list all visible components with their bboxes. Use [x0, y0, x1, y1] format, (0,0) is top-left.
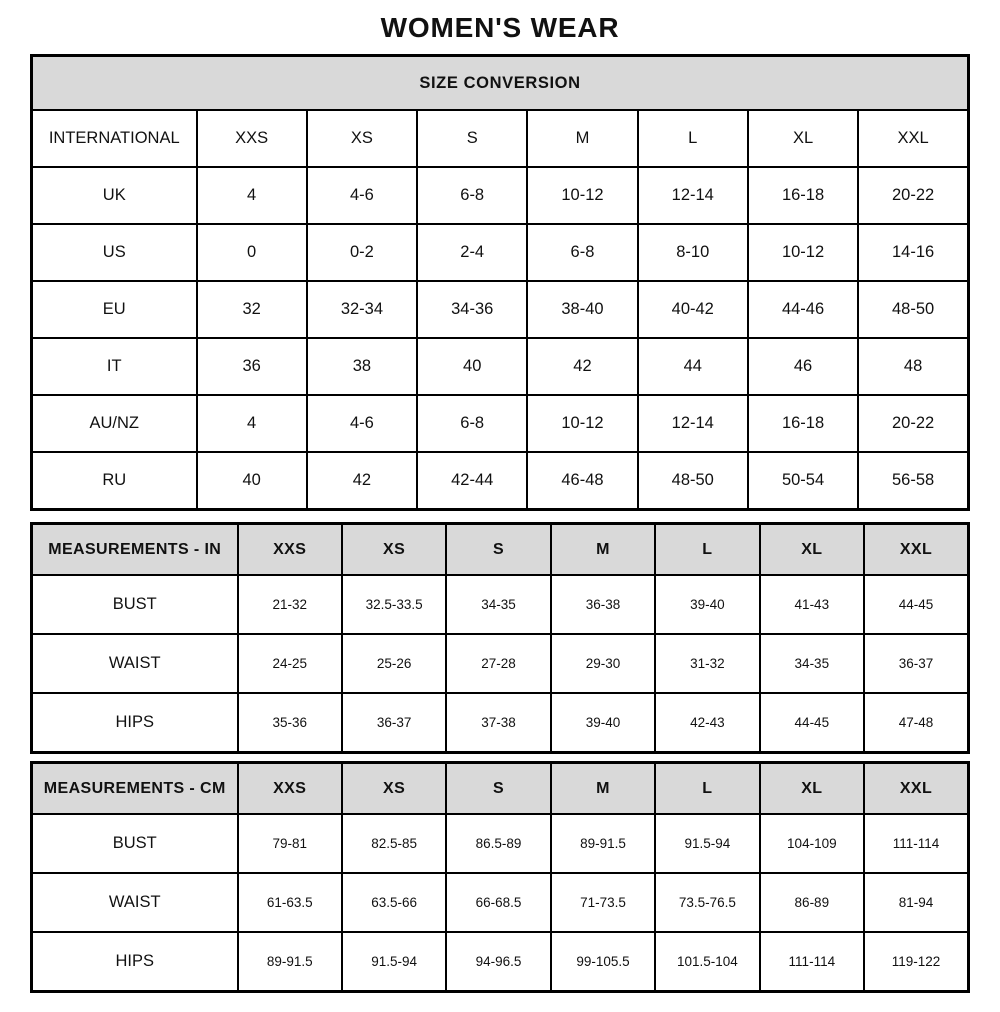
table-row-bust-in [32, 575, 969, 634]
table-row-aunz [32, 395, 969, 452]
size-cell: 12-14 [638, 167, 748, 224]
row-label-bust: BUST [32, 814, 238, 873]
measure-cell: 111-114 [864, 814, 968, 873]
size-cell: 10-12 [527, 167, 637, 224]
col-header-m: M [551, 524, 655, 576]
size-cell: 32 [197, 281, 307, 338]
size-cell: 46-48 [527, 452, 637, 510]
size-cell: 42-44 [417, 452, 527, 510]
size-cell: 46 [748, 338, 858, 395]
measure-cell: 39-40 [551, 693, 655, 753]
size-cell: 38 [307, 338, 417, 395]
measure-cell: 25-26 [342, 634, 446, 693]
measurements-in-table [30, 522, 970, 754]
size-cell: 4-6 [307, 167, 417, 224]
row-label-eu: EU [32, 281, 197, 338]
col-header-s: S [446, 763, 550, 815]
col-header-xl: XL [760, 524, 864, 576]
measure-cell: 37-38 [446, 693, 550, 753]
size-cell: 4 [197, 395, 307, 452]
col-header-xl: XL [760, 763, 864, 815]
row-label-waist: WAIST [32, 634, 238, 693]
row-label-it: IT [32, 338, 197, 395]
measure-cell: 42-43 [655, 693, 759, 753]
row-label-hips: HIPS [32, 932, 238, 992]
measure-cell: 89-91.5 [238, 932, 342, 992]
measure-cell: 94-96.5 [446, 932, 550, 992]
measurements-in-header-row [32, 524, 969, 576]
table-row-hips-in [32, 693, 969, 753]
col-header-xs: XS [307, 110, 417, 167]
measure-cell: 99-105.5 [551, 932, 655, 992]
size-cell: 48 [858, 338, 968, 395]
measure-cell: 119-122 [864, 932, 968, 992]
col-header-l: L [655, 524, 759, 576]
col-header-s: S [446, 524, 550, 576]
size-cell: 0 [197, 224, 307, 281]
size-cell: 44-46 [748, 281, 858, 338]
size-cell: 10-12 [748, 224, 858, 281]
measure-cell: 61-63.5 [238, 873, 342, 932]
size-cell: 56-58 [858, 452, 968, 510]
size-cell: 40 [197, 452, 307, 510]
table-label-measurements-cm: MEASUREMENTS - CM [32, 763, 238, 815]
col-header-xl: XL [748, 110, 858, 167]
measure-cell: 104-109 [760, 814, 864, 873]
row-label-hips: HIPS [32, 693, 238, 753]
measure-cell: 66-68.5 [446, 873, 550, 932]
measure-cell: 86.5-89 [446, 814, 550, 873]
col-header-m: M [527, 110, 637, 167]
col-header-xxl: XXL [864, 763, 968, 815]
size-cell: 40 [417, 338, 527, 395]
col-header-l: L [655, 763, 759, 815]
measure-cell: 71-73.5 [551, 873, 655, 932]
measurements-cm-header-row [32, 763, 969, 815]
measure-cell: 91.5-94 [342, 932, 446, 992]
size-cell: 20-22 [858, 167, 968, 224]
size-cell: 36 [197, 338, 307, 395]
size-cell: 8-10 [638, 224, 748, 281]
row-label-waist: WAIST [32, 873, 238, 932]
size-cell: 48-50 [858, 281, 968, 338]
measure-cell: 79-81 [238, 814, 342, 873]
size-cell: 40-42 [638, 281, 748, 338]
table-label-measurements-in: MEASUREMENTS - IN [32, 524, 238, 576]
measure-cell: 27-28 [446, 634, 550, 693]
measure-cell: 82.5-85 [342, 814, 446, 873]
table-row-us [32, 224, 969, 281]
size-cell: 4 [197, 167, 307, 224]
table-row-eu [32, 281, 969, 338]
measurements-cm-table [30, 761, 970, 993]
size-cell: 2-4 [417, 224, 527, 281]
measure-cell: 34-35 [760, 634, 864, 693]
measure-cell: 34-35 [446, 575, 550, 634]
measure-cell: 44-45 [760, 693, 864, 753]
measure-cell: 29-30 [551, 634, 655, 693]
size-cell: 42 [527, 338, 637, 395]
table-row-it [32, 338, 969, 395]
col-header-xxs: XXS [238, 763, 342, 815]
table-row-uk [32, 167, 969, 224]
measure-cell: 73.5-76.5 [655, 873, 759, 932]
size-conversion-table [30, 54, 970, 511]
col-header-xs: XS [342, 524, 446, 576]
size-cell: 14-16 [858, 224, 968, 281]
size-cell: 48-50 [638, 452, 748, 510]
size-cell: 16-18 [748, 395, 858, 452]
size-chart-page [30, 12, 970, 993]
table-row-waist-cm [32, 873, 969, 932]
measure-cell: 41-43 [760, 575, 864, 634]
size-cell: 6-8 [527, 224, 637, 281]
measure-cell: 36-38 [551, 575, 655, 634]
size-cell: 34-36 [417, 281, 527, 338]
size-conversion-band-row [32, 56, 969, 111]
measure-cell: 91.5-94 [655, 814, 759, 873]
measure-cell: 86-89 [760, 873, 864, 932]
col-header-xxl: XXL [858, 110, 968, 167]
size-cell: 50-54 [748, 452, 858, 510]
col-header-l: L [638, 110, 748, 167]
measure-cell: 36-37 [864, 634, 968, 693]
table-row-ru [32, 452, 969, 510]
size-cell: 44 [638, 338, 748, 395]
measure-cell: 24-25 [238, 634, 342, 693]
measure-cell: 21-32 [238, 575, 342, 634]
measure-cell: 101.5-104 [655, 932, 759, 992]
row-label-ru: RU [32, 452, 197, 510]
row-label-aunz: AU/NZ [32, 395, 197, 452]
measure-cell: 63.5-66 [342, 873, 446, 932]
table-row-waist-in [32, 634, 969, 693]
size-cell: 20-22 [858, 395, 968, 452]
measure-cell: 35-36 [238, 693, 342, 753]
measure-cell: 47-48 [864, 693, 968, 753]
measure-cell: 44-45 [864, 575, 968, 634]
size-conversion-title: SIZE CONVERSION [32, 56, 969, 111]
table-row-bust-cm [32, 814, 969, 873]
size-cell: 38-40 [527, 281, 637, 338]
measure-cell: 39-40 [655, 575, 759, 634]
col-header-xxs: XXS [197, 110, 307, 167]
col-header-xxs: XXS [238, 524, 342, 576]
col-header-xs: XS [342, 763, 446, 815]
measure-cell: 81-94 [864, 873, 968, 932]
size-cell: 42 [307, 452, 417, 510]
size-cell: 10-12 [527, 395, 637, 452]
col-header-s: S [417, 110, 527, 167]
measure-cell: 32.5-33.5 [342, 575, 446, 634]
size-cell: 6-8 [417, 395, 527, 452]
page-title: WOMEN'S WEAR [380, 12, 620, 43]
size-cell: 12-14 [638, 395, 748, 452]
size-cell: 32-34 [307, 281, 417, 338]
row-label-bust: BUST [32, 575, 238, 634]
col-header-international: INTERNATIONAL [32, 110, 197, 167]
row-label-us: US [32, 224, 197, 281]
size-cell: 4-6 [307, 395, 417, 452]
measure-cell: 31-32 [655, 634, 759, 693]
row-label-uk: UK [32, 167, 197, 224]
measure-cell: 89-91.5 [551, 814, 655, 873]
col-header-m: M [551, 763, 655, 815]
size-conversion-columns-row [32, 110, 969, 167]
size-cell: 6-8 [417, 167, 527, 224]
table-row-hips-cm [32, 932, 969, 992]
col-header-xxl: XXL [864, 524, 968, 576]
size-cell: 0-2 [307, 224, 417, 281]
measure-cell: 111-114 [760, 932, 864, 992]
size-cell: 16-18 [748, 167, 858, 224]
measure-cell: 36-37 [342, 693, 446, 753]
